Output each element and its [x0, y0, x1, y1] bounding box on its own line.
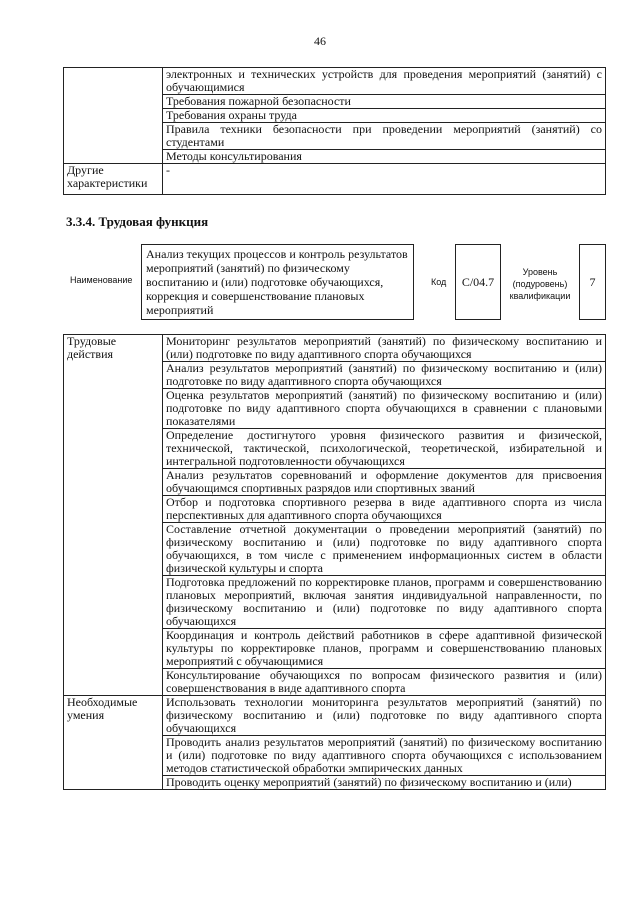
- labor-action-cell: Координация и контроль действий работников в сфере адаптивной физической культуры по корректировке планов, программ и совершенствованию плановых мероприятий с обучающимися: [163, 629, 606, 669]
- requirement-cell: Требования охраны труда: [163, 109, 606, 123]
- function-name-box: Анализ текущих процессов и контроль результатов мероприятий (занятий) по физическому воспитанию и (или) подготовке обучающихся, коррекция и совершенствование плановых мероприятий: [141, 244, 414, 320]
- table-row: [64, 164, 606, 195]
- labor-action-cell: Оценка результатов мероприятий (занятий) по физическому воспитанию и (или) подготовке по виду адаптивного спорта обучающихся в сравнении с плановыми показателями: [163, 389, 606, 429]
- other-characteristics-value: -: [163, 164, 606, 195]
- table-row: [64, 68, 606, 95]
- labor-action-cell: Мониторинг результатов мероприятий (занятий) по физическому воспитанию и (или) подготовке по виду адаптивного спорта обучающихся: [163, 335, 606, 362]
- section-title: 3.3.4. Трудовая функция: [66, 214, 209, 229]
- page-number: 46: [314, 34, 326, 48]
- required-skills-label: Необходимые умения: [64, 696, 163, 790]
- code-label: Код: [431, 277, 447, 287]
- skill-cell: Использовать технологии мониторинга результатов мероприятий (занятий) по физическому воспитанию и (или) подготовке по виду адаптивного спорта обучающихся: [163, 696, 606, 736]
- code-value-box: C/04.7: [455, 244, 501, 320]
- requirement-cell: Методы консультирования: [163, 150, 606, 164]
- table-row: [64, 696, 606, 736]
- qualification-level-label: Уровень (подуровень) квалификации: [509, 267, 571, 301]
- labor-action-cell: Подготовка предложений по корректировке планов, программ и совершенствованию плановых мероприятий, включая занятия индивидуальной направленности, по физическому воспитанию и (или) подготовке по виду адаптивного спорта обучающихся: [163, 576, 606, 629]
- labor-action-cell: Анализ результатов соревнований и оформление документов для присвоения обучающимся спортивных разрядов или спортивных званий: [163, 469, 606, 496]
- labor-action-cell: Составление отчетной документации о проведении мероприятий (занятий) по физическому воспитанию и (или) подготовке по виду адаптивного спорта обучающихся, в том числе с применением информационных систем в области физической культуры и спорта: [163, 523, 606, 576]
- labor-action-cell: Отбор и подготовка спортивного резерва в виде адаптивного спорта из числа перспективных для адаптивного спорта обучающихся: [163, 496, 606, 523]
- qualification-level-box: 7: [579, 244, 606, 320]
- labor-action-cell: Определение достигнутого уровня физического развития и физической, технической, тактической, психологической, теоретической, избирательной и интегральной подготовленности обучающихся: [163, 429, 606, 469]
- row-label: [64, 68, 163, 164]
- labor-action-cell: Консультирование обучающихся по вопросам физического развития и (или) совершенствования в виде адаптивного спорта: [163, 669, 606, 696]
- labor-function-table: [63, 334, 606, 790]
- labor-action-cell: Анализ результатов мероприятий (занятий) по физическому воспитанию и (или) подготовке по виду адаптивного спорта обучающихся: [163, 362, 606, 389]
- skill-cell: Проводить оценку мероприятий (занятий) по физическому воспитанию и (или): [163, 776, 606, 790]
- requirements-table: [63, 67, 606, 195]
- skill-cell: Проводить анализ результатов мероприятий (занятий) по физическому воспитанию и (или) подготовке по виду адаптивного спорта обучающихся с использованием методов статистической обработки эмпирических данных: [163, 736, 606, 776]
- requirement-cell: Правила техники безопасности при проведении мероприятий (занятий) со студентами: [163, 123, 606, 150]
- requirement-cell: Требования пожарной безопасности: [163, 95, 606, 109]
- name-label: Наименование: [70, 275, 133, 285]
- labor-actions-label: Трудовые действия: [64, 335, 163, 696]
- requirement-cell: электронных и технических устройств для проведения мероприятий (занятий) с обучающимися: [163, 68, 606, 95]
- other-characteristics-label: Другие характеристики: [64, 164, 163, 195]
- table-row: [64, 335, 606, 362]
